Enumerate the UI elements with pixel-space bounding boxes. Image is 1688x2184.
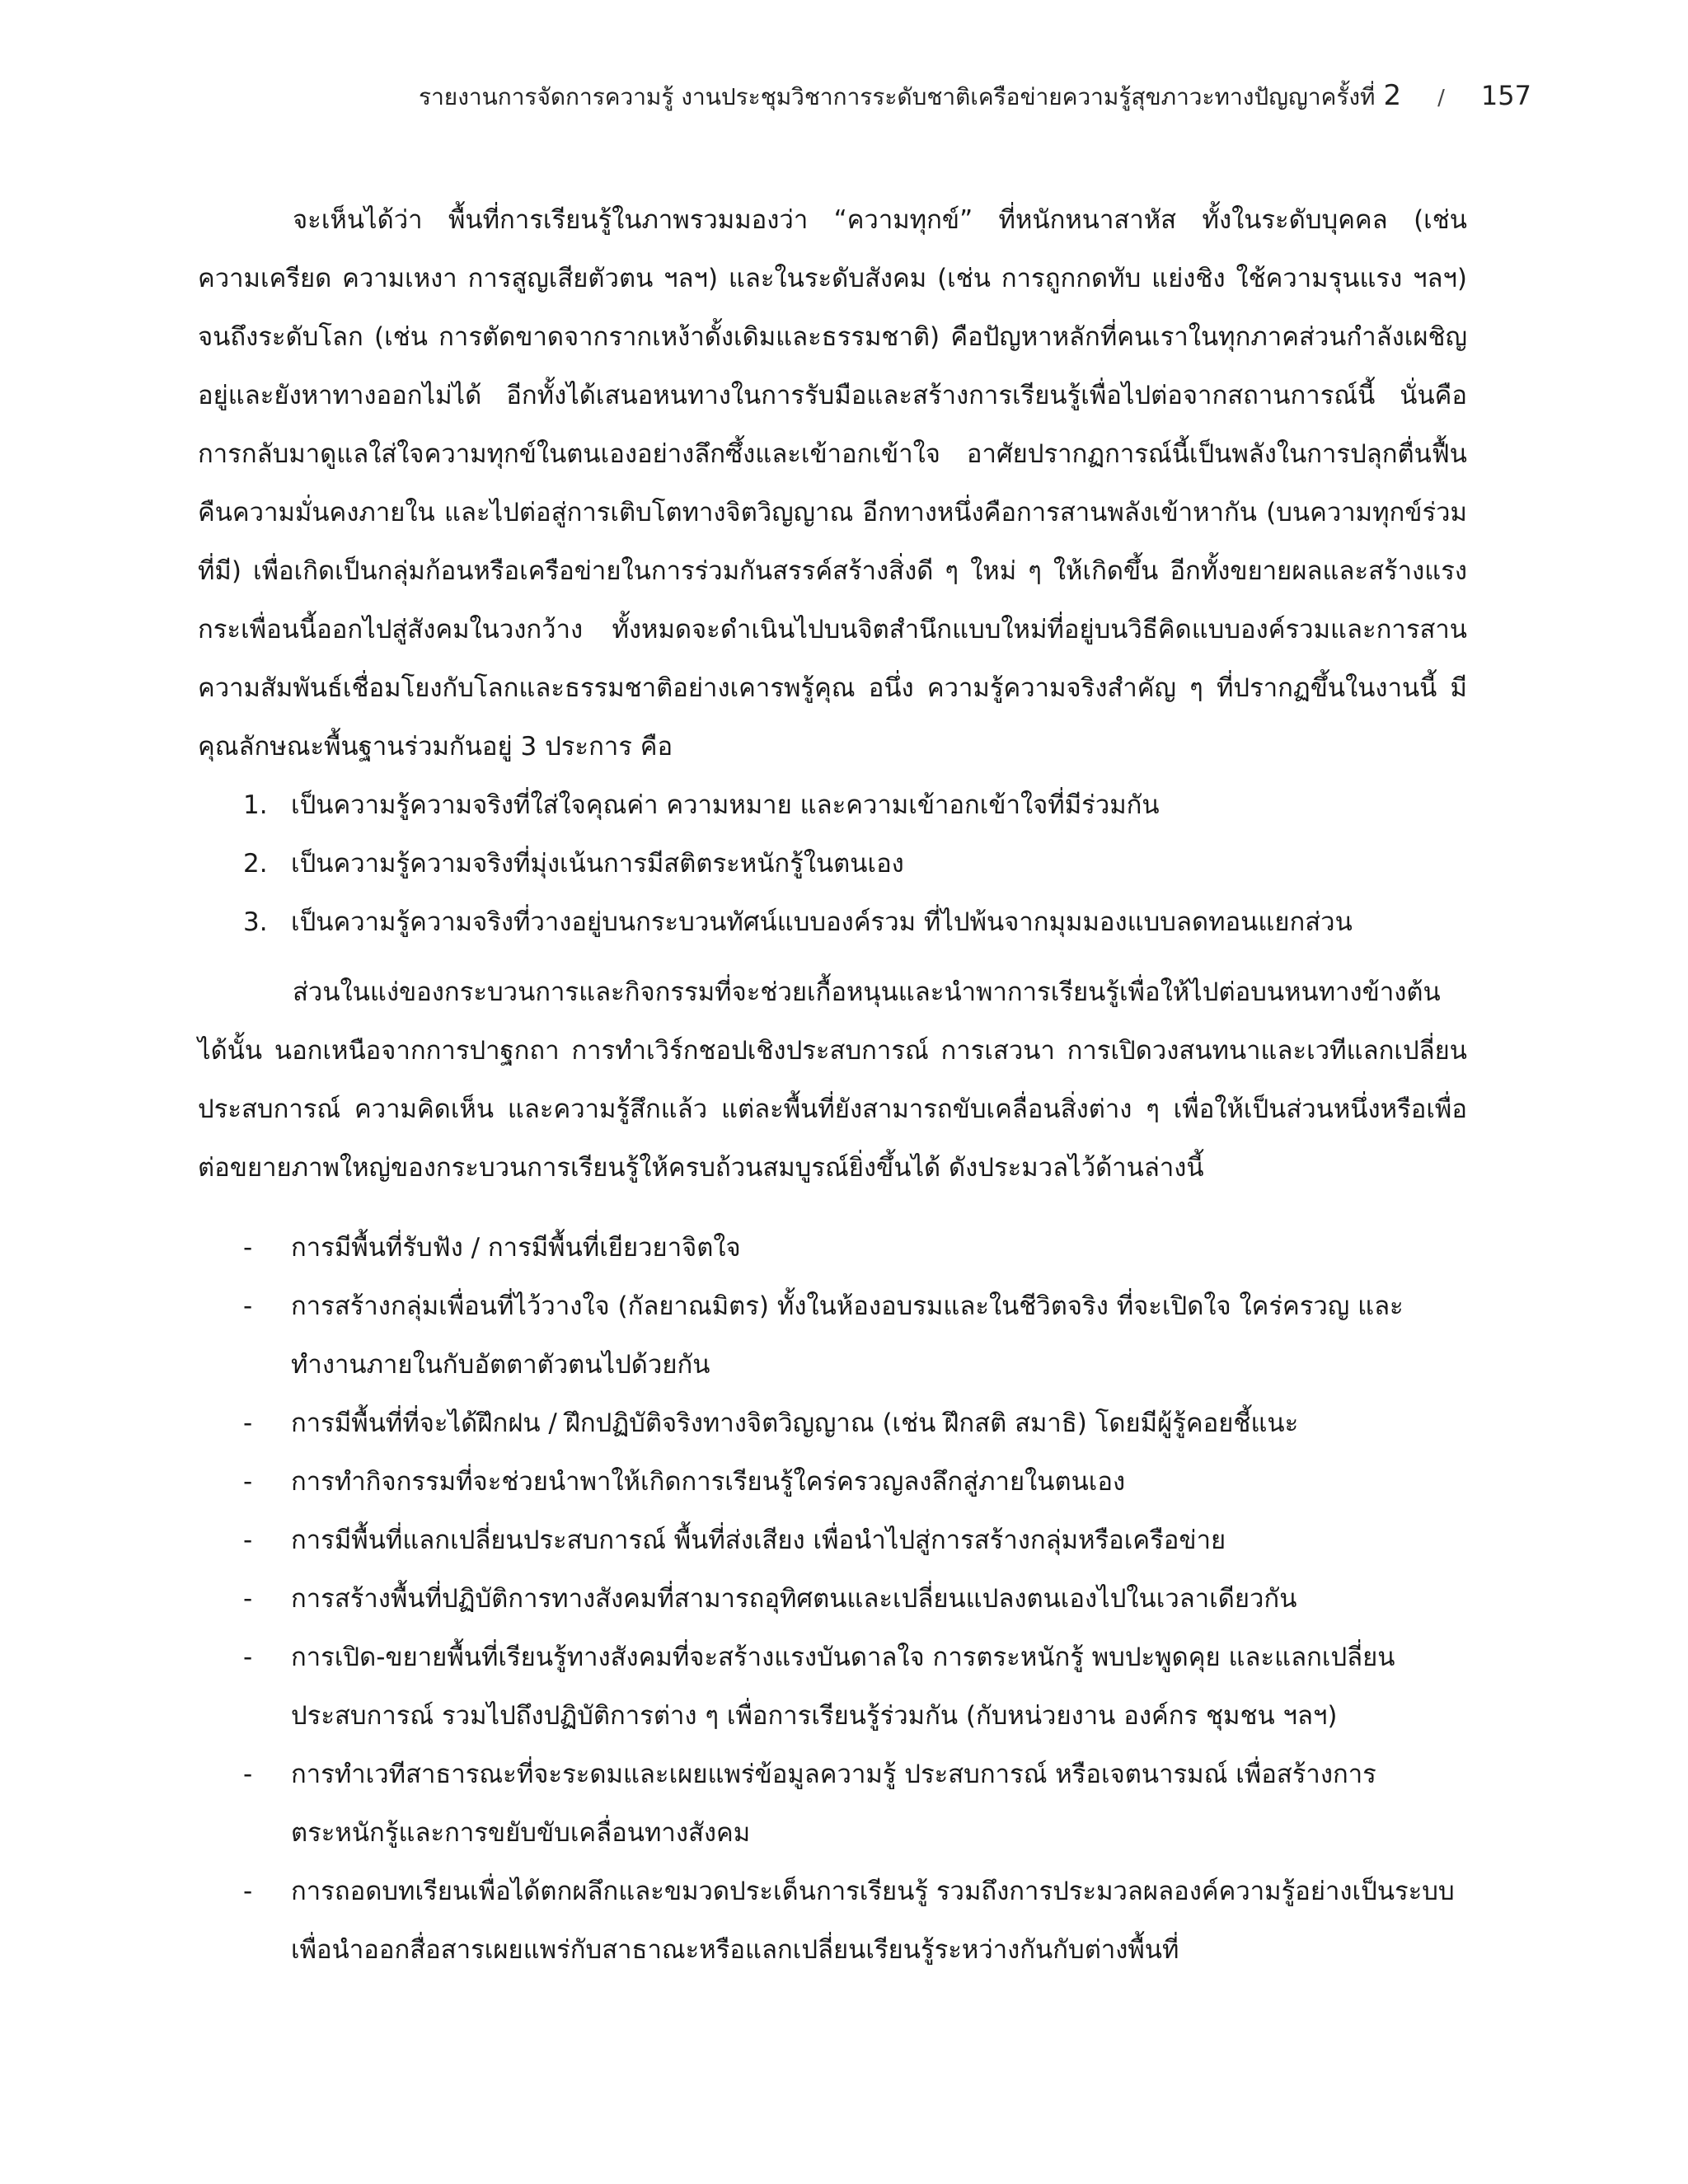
paragraph-2: ส่วนในแง่ของกระบวนการและกิจกรรมที่จะช่วยเกื้อหนุนและนำพาการเรียนรู้เพื่อให้ไปต่อบนหนทางข้างต้นได้นั้น นอกเหนือจากการปาฐกถา การทำเวิร์กชอปเชิงประสบการณ์ การเสวนา การเปิดวงสนทนาและเวทีแลกเปลี่ยนประสบการณ์ ความคิดเห็น และความรู้สึกแล้ว แต่ละพื้นที่ยังสามารถขับเคลื่อนสิ่งต่าง ๆ เพื่อให้เป็นส่วนหนึ่งหรือเพื่อต่อขยายภาพใหญ่ของกระบวนการเรียนรู้ให้ครบถ้วนสมบูรณ์ยิ่งขึ้นได้ ดังประมวลไว้ด้านล่างนี้ bbox=[198, 977, 1467, 1183]
header-edition-number: 2 bbox=[1383, 79, 1402, 112]
header-separator: / bbox=[1437, 86, 1445, 110]
bullet-text: การสร้างพื้นที่ปฏิบัติการทางสังคมที่สามารถอุทิศตนและเปลี่ยนแปลงตนเองไปในเวลาเดียวกัน bbox=[291, 1584, 1297, 1614]
bullet-marker: - bbox=[243, 1643, 253, 1672]
bullet-list bbox=[198, 1219, 1467, 1980]
bullet-marker: - bbox=[243, 1584, 253, 1614]
bullet-marker: - bbox=[243, 1408, 253, 1438]
body-content bbox=[198, 191, 1467, 1980]
bullet-marker: - bbox=[243, 1526, 253, 1555]
bullet-text: การทำเวทีสาธารณะที่จะระดมและเผยแพร่ข้อมูลความรู้ ประสบการณ์ หรือเจตนารมณ์ เพื่อสร้างการตระหนักรู้และการขยับขับเคลื่อนทางสังคม bbox=[291, 1760, 1376, 1848]
bullet-item bbox=[198, 1629, 1467, 1746]
item-text: เป็นความรู้ความจริงที่ใส่ใจคุณค่า ความหมาย และความเข้าอกเข้าใจที่มีร่วมกัน bbox=[291, 790, 1160, 820]
bullet-text: การเปิด-ขยายพื้นที่เรียนรู้ทางสังคมที่จะสร้างแรงบันดาลใจ การตระหนักรู้ พบปะพูดคุย และแลกเปลี่ยนประสบการณ์ รวมไปถึงปฏิบัติการต่าง ๆ เพื่อการเรียนรู้ร่วมกัน (กับหน่วยงาน องค์กร ชุมชน ฯลฯ) bbox=[291, 1643, 1395, 1731]
item-number: 2. bbox=[243, 849, 268, 879]
bullet-text: การทำกิจกรรมที่จะช่วยนำพาให้เกิดการเรียนรู้ใคร่ครวญลงลึกสู่ภายในตนเอง bbox=[291, 1467, 1126, 1497]
item-number: 1. bbox=[243, 790, 268, 820]
numbered-item bbox=[198, 835, 1467, 893]
bullet-text: การมีพื้นที่ที่จะได้ฝึกฝน / ฝึกปฏิบัติจริงทางจิตวิญญาณ (เช่น ฝึกสติ สมาธิ) โดยมีผู้รู้คอยชี้แนะ bbox=[291, 1408, 1299, 1438]
numbered-item bbox=[198, 893, 1467, 952]
bullet-marker: - bbox=[243, 1467, 253, 1497]
page-number: 157 bbox=[1480, 80, 1531, 111]
bullet-text: การถอดบทเรียนเพื่อได้ตกผลึกและขมวดประเด็นการเรียนรู้ รวมถึงการประมวลผลองค์ความรู้อย่างเป็นระบบ เพื่อนำออกสื่อสารเผยแพร่กับสาธาณะหรือแลกเปลี่ยนเรียนรู้ระหว่างกันกับต่างพื้นที่ bbox=[291, 1877, 1455, 1965]
header-title: รายงานการจัดการความรู้ งานประชุมวิชาการระดับชาติเครือข่ายความรู้สุขภาวะทางปัญญาครั้งที่ bbox=[419, 83, 1376, 110]
running-header bbox=[419, 79, 1531, 115]
bullet-item bbox=[198, 1746, 1467, 1863]
bullet-marker: - bbox=[243, 1291, 253, 1321]
bullet-marker: - bbox=[243, 1877, 253, 1906]
bullet-item bbox=[198, 1511, 1467, 1570]
bullet-item bbox=[198, 1863, 1467, 1980]
bullet-item bbox=[198, 1219, 1467, 1277]
bullet-item bbox=[198, 1277, 1467, 1394]
item-text: เป็นความรู้ความจริงที่มุ่งเน้นการมีสติตระหนักรู้ในตนเอง bbox=[291, 849, 904, 879]
bullet-item bbox=[198, 1570, 1467, 1629]
bullet-marker: - bbox=[243, 1760, 253, 1789]
item-number: 3. bbox=[243, 907, 268, 937]
numbered-item bbox=[198, 776, 1467, 835]
bullet-item bbox=[198, 1394, 1467, 1453]
bullet-marker: - bbox=[243, 1233, 253, 1263]
bullet-text: การมีพื้นที่แลกเปลี่ยนประสบการณ์ พื้นที่ส่งเสียง เพื่อนำไปสู่การสร้างกลุ่มหรือเครือข่าย bbox=[291, 1526, 1226, 1555]
paragraph-1: จะเห็นได้ว่า พื้นที่การเรียนรู้ในภาพรวมมองว่า “ความทุกข์” ที่หนักหนาสาหัส ทั้งในระดับบุคคล (เช่น ความเครียด ความเหงา การสูญเสียตัวตน ฯลฯ) และในระดับสังคม (เช่น การถูกกดทับ แย่งชิง ใช้ความรุนแรง ฯลฯ) จนถึงระดับโลก (เช่น การตัดขาดจากรากเหง้าดั้งเดิมและธรรมชาติ) คือปัญหาหลักที่คนเราในทุกภาคส่วนกำลังเผชิญอยู่และยังหาทางออกไม่ได้ อีกทั้งได้เสนอหนทางในการรับมือและสร้างการเรียนรู้เพื่อไปต่อจากสถานการณ์นี้ นั่นคือ การกลับมาดูแลใส่ใจความทุกข์ในตนเองอย่างลึกซึ้งและเข้าอกเข้าใจ อาศัยปรากฏการณ์นี้เป็นพลังในการปลุกตื่นฟื้นคืนความมั่นคงภายใน และไปต่อสู่การเติบโตทางจิตวิญญาณ อีกทางหนึ่งคือการสานพลังเข้าหากัน (บนความทุกข์ร่วมที่มี) เพื่อเกิดเป็นกลุ่มก้อนหรือเครือข่ายในการร่วมกันสรรค์สร้างสิ่งดี ๆ ใหม่ ๆ ให้เกิดขึ้น อีกทั้งขยายผลและสร้างแรงกระเพื่อนนี้ออกไปสู่สังคมในวงกว้าง ทั้งหมดจะดำเนินไปบนจิตสำนึกแบบใหม่ที่อยู่บนวิธีคิดแบบองค์รวมและการสานความสัมพันธ์เชื่อมโยงกับโลกและธรรมชาติอย่างเคารพรู้คุณ อนึ่ง ความรู้ความจริงสำคัญ ๆ ที่ปรากฏขึ้นในงานนี้ มีคุณลักษณะพื้นฐานร่วมกันอยู่ 3 ประการ คือ bbox=[198, 205, 1467, 762]
numbered-list bbox=[198, 776, 1467, 952]
item-text: เป็นความรู้ความจริงที่วางอยู่บนกระบวนทัศน์แบบองค์รวม ที่ไปพ้นจากมุมมองแบบลดทอนแยกส่วน bbox=[291, 907, 1353, 937]
bullet-text: การมีพื้นที่รับฟัง / การมีพื้นที่เยียวยาจิตใจ bbox=[291, 1233, 741, 1263]
bullet-text: การสร้างกลุ่มเพื่อนที่ไว้วางใจ (กัลยาณมิตร) ทั้งในห้องอบรมและในชีวิตจริง ที่จะเปิดใจ ใคร่ครวญ และทำงานภายในกับอัตตาตัวตนไปด้วยกัน bbox=[291, 1291, 1404, 1380]
bullet-item bbox=[198, 1453, 1467, 1511]
